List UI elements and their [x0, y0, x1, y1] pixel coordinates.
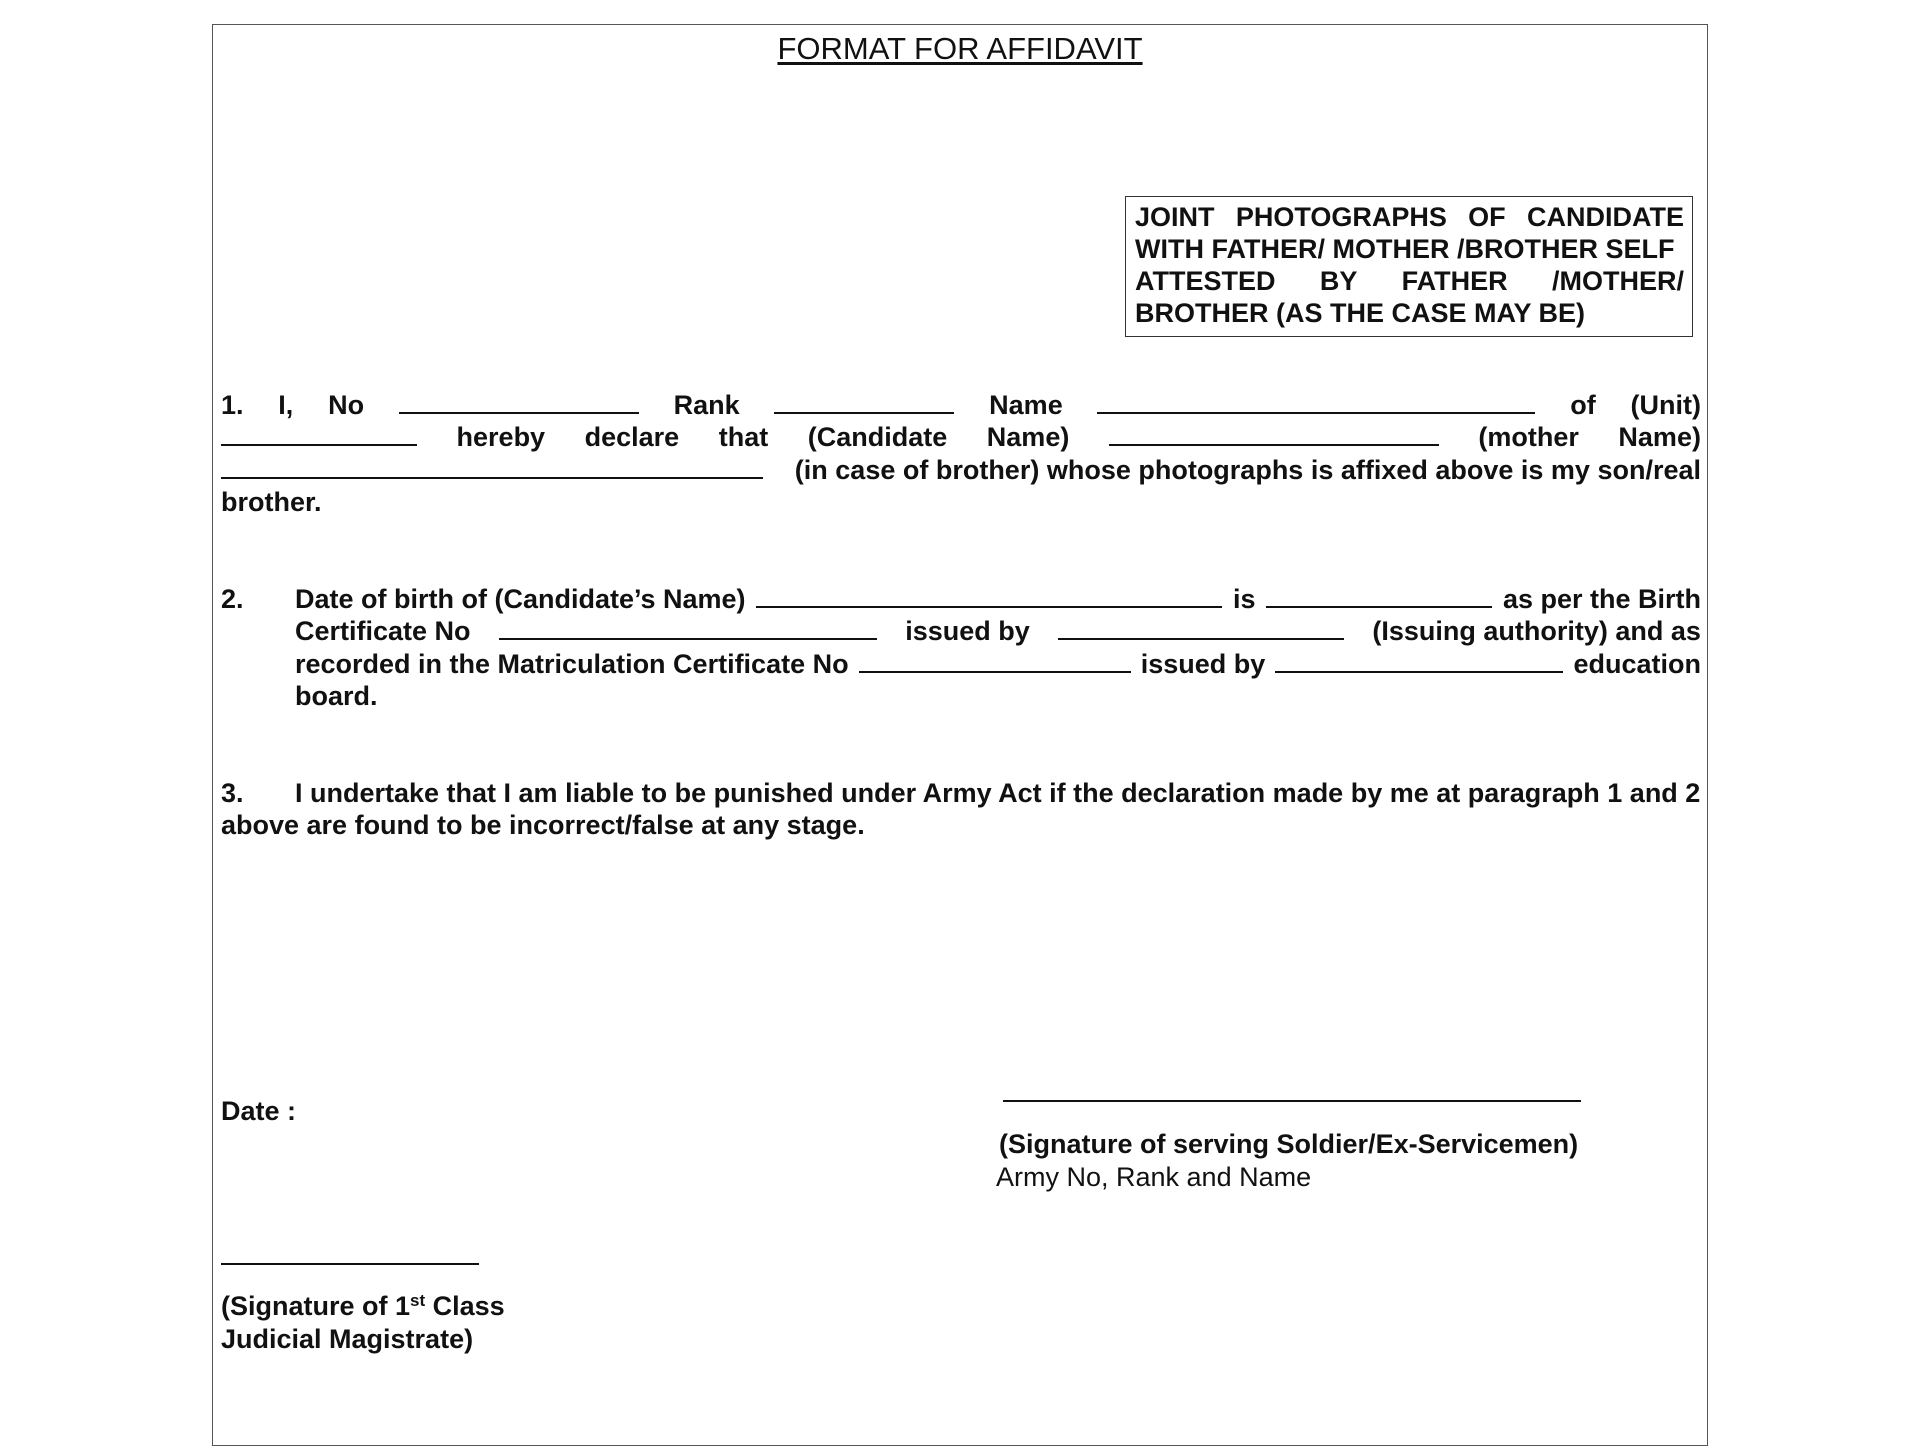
para1-text: Name	[989, 390, 1063, 420]
para2-text: Certificate No	[295, 616, 471, 647]
photo-placeholder-box	[1125, 196, 1693, 337]
paragraph-1-line-1	[221, 389, 1701, 421]
mother-name-blank[interactable]	[221, 455, 763, 479]
photo-box-line-1	[1135, 201, 1684, 233]
paragraph-2-line-3	[295, 648, 1701, 680]
para1-text: Name)	[986, 422, 1070, 453]
para2-number: 2.	[221, 584, 244, 614]
magistrate-text: (Signature of 1	[221, 1291, 411, 1321]
paragraph-3-line-1	[221, 777, 1701, 809]
soldier-signature-label: (Signature of serving Soldier/Ex-Servicemen)	[999, 1129, 1579, 1159]
para2-text: (Issuing authority) and as	[1372, 616, 1701, 647]
para1-text: declare	[584, 422, 680, 453]
magistrate-signature-label-line-2: Judicial Magistrate)	[221, 1324, 474, 1354]
para3-number: 3.	[221, 778, 244, 808]
soldier-signature-subtitle: Army No, Rank and Name	[996, 1162, 1312, 1192]
issuing-authority-blank[interactable]	[1058, 616, 1344, 640]
magistrate-signature-label-line-1	[221, 1291, 505, 1322]
para2-text: as per the Birth	[1502, 584, 1701, 614]
para3-text: I undertake that I am liable to be punished under Army Act if the declaration made by me at paragraph 1 and 2	[295, 778, 1701, 808]
photo-box-line-3	[1135, 265, 1684, 297]
photo-box-word: /MOTHER/	[1552, 266, 1684, 296]
photo-box-word: BY	[1319, 266, 1358, 296]
paragraph-2-line-1	[221, 583, 1701, 615]
date-of-birth-blank[interactable]	[1266, 584, 1492, 608]
para1-number: 1.	[221, 390, 244, 420]
photo-box-word: ATTESTED	[1135, 266, 1276, 296]
paragraph-2	[221, 583, 1701, 712]
birth-certificate-no-blank[interactable]	[499, 616, 877, 640]
affidavit-page	[212, 24, 1708, 1446]
unit-blank[interactable]	[221, 422, 417, 446]
paragraph-1	[221, 389, 1701, 518]
para1-text: (Unit)	[1630, 390, 1701, 420]
para1-text: of	[1570, 390, 1596, 420]
para2-text: board.	[295, 680, 378, 711]
paragraph-2-line-2	[295, 615, 1701, 647]
candidate-name-blank-2[interactable]	[756, 584, 1222, 608]
para2-text: issued by	[905, 616, 1030, 647]
para2-text: education	[1573, 648, 1701, 679]
candidate-name-blank[interactable]	[1109, 422, 1439, 446]
education-board-blank[interactable]	[1275, 649, 1563, 673]
para1-text: (Candidate	[807, 422, 948, 453]
matriculation-certificate-no-blank[interactable]	[859, 649, 1131, 673]
para2-text: recorded in the Matriculation Certificate No	[295, 648, 849, 679]
paragraph-1-line-3	[221, 454, 1701, 486]
photo-box-word: CANDIDATE	[1526, 202, 1684, 232]
photo-box-word: PHOTOGRAPHS	[1235, 202, 1447, 232]
para1-text: No	[328, 390, 365, 420]
photo-box-line-2: WITH FATHER/ MOTHER /BROTHER SELF	[1135, 234, 1675, 264]
magistrate-text: Class	[425, 1291, 505, 1321]
para1-text: (mother	[1478, 422, 1579, 453]
magistrate-signature-line[interactable]	[221, 1263, 479, 1265]
magistrate-superscript: st	[410, 1291, 426, 1310]
photo-box-line-4: BROTHER (AS THE CASE MAY BE)	[1135, 298, 1586, 328]
para1-text: hereby	[456, 422, 546, 453]
para2-text: is	[1232, 584, 1256, 614]
paragraph-2-line-4	[295, 680, 1701, 712]
para1-text: (in case of brother) whose photographs is affixed above is my son/real	[794, 454, 1701, 485]
date-label: Date :	[221, 1096, 297, 1126]
para2-line-1-body	[295, 583, 1701, 615]
para2-text: issued by	[1140, 648, 1266, 679]
document-title: FORMAT FOR AFFIDAVIT	[777, 31, 1143, 66]
army-number-blank[interactable]	[399, 390, 639, 414]
paragraph-1-line-2	[221, 421, 1701, 453]
para1-text: that	[718, 422, 769, 453]
photo-box-word: OF	[1468, 202, 1506, 232]
para2-text: Date of birth of (Candidate’s Name)	[295, 584, 746, 614]
rank-blank[interactable]	[774, 390, 954, 414]
paragraph-1-line-4: brother.	[221, 486, 322, 517]
para1-text: Rank	[673, 390, 740, 420]
para1-text: I,	[278, 390, 294, 420]
paragraph-3-line-2: above are found to be incorrect/false at any stage.	[221, 810, 865, 841]
para1-text: Name)	[1618, 422, 1701, 453]
paragraph-3	[221, 777, 1701, 842]
soldier-signature-line[interactable]	[1003, 1100, 1581, 1102]
soldier-name-blank[interactable]	[1097, 390, 1535, 414]
photo-box-word: JOINT	[1135, 202, 1215, 232]
photo-box-word: FATHER	[1401, 266, 1508, 296]
